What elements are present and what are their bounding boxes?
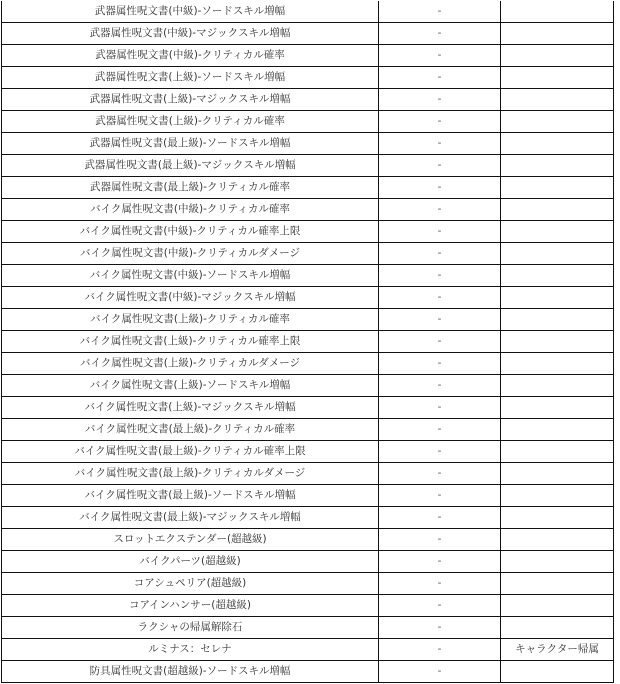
table-row xyxy=(2,353,614,375)
value-cell: - xyxy=(379,485,501,507)
note-cell xyxy=(501,45,614,67)
value-cell: - xyxy=(379,419,501,441)
table-row xyxy=(2,463,614,485)
item-name-cell: バイク属性呪文書(中級)-クリティカルダメージ xyxy=(2,243,379,265)
note-cell xyxy=(501,177,614,199)
item-name-cell: バイク属性呪文書(上級)-ソードスキル増幅 xyxy=(2,375,379,397)
note-cell xyxy=(501,353,614,375)
value-cell: - xyxy=(379,551,501,573)
value-cell: - xyxy=(379,67,501,89)
table-row xyxy=(2,661,614,683)
value-cell: - xyxy=(379,353,501,375)
note-cell: キャラクター帰属 xyxy=(501,639,614,661)
value-cell: - xyxy=(379,529,501,551)
item-name-cell: バイク属性呪文書(上級)-クリティカルダメージ xyxy=(2,353,379,375)
note-cell xyxy=(501,111,614,133)
item-name-cell: 武器属性呪文書(最上級)-マジックスキル増幅 xyxy=(2,155,379,177)
item-table-body xyxy=(2,1,614,683)
item-name-cell: バイク属性呪文書(上級)-マジックスキル増幅 xyxy=(2,397,379,419)
note-cell xyxy=(501,1,614,23)
table-row xyxy=(2,177,614,199)
note-cell xyxy=(501,595,614,617)
value-cell: - xyxy=(379,89,501,111)
table-row xyxy=(2,331,614,353)
value-cell: - xyxy=(379,287,501,309)
value-cell: - xyxy=(379,177,501,199)
table-row xyxy=(2,155,614,177)
table-row xyxy=(2,507,614,529)
note-cell xyxy=(501,67,614,89)
note-cell xyxy=(501,199,614,221)
table-row xyxy=(2,287,614,309)
table-row xyxy=(2,1,614,23)
table-row xyxy=(2,551,614,573)
note-cell xyxy=(501,89,614,111)
table-row xyxy=(2,573,614,595)
table-row xyxy=(2,221,614,243)
table-row xyxy=(2,617,614,639)
value-cell: - xyxy=(379,331,501,353)
item-name-cell: バイク属性呪文書(中級)-マジックスキル増幅 xyxy=(2,287,379,309)
note-cell xyxy=(501,309,614,331)
table-row xyxy=(2,89,614,111)
table-row xyxy=(2,485,614,507)
item-name-cell: コアシュペリア(超越級) xyxy=(2,573,379,595)
item-name-cell: バイク属性呪文書(中級)-ソードスキル増幅 xyxy=(2,265,379,287)
note-cell xyxy=(501,265,614,287)
note-cell xyxy=(501,485,614,507)
value-cell: - xyxy=(379,265,501,287)
item-name-cell: 武器属性呪文書(中級)-マジックスキル増幅 xyxy=(2,23,379,45)
item-name-cell: バイク属性呪文書(最上級)-クリティカルダメージ xyxy=(2,463,379,485)
value-cell: - xyxy=(379,507,501,529)
note-cell xyxy=(501,23,614,45)
value-cell: - xyxy=(379,133,501,155)
note-cell xyxy=(501,375,614,397)
value-cell: - xyxy=(379,221,501,243)
item-name-cell: バイク属性呪文書(最上級)-ソードスキル増幅 xyxy=(2,485,379,507)
item-name-cell: バイク属性呪文書(最上級)-クリティカル確率 xyxy=(2,419,379,441)
value-cell: - xyxy=(379,45,501,67)
value-cell: - xyxy=(379,463,501,485)
table-row xyxy=(2,199,614,221)
value-cell: - xyxy=(379,309,501,331)
item-name-cell: 武器属性呪文書(最上級)-ソードスキル増幅 xyxy=(2,133,379,155)
item-name-cell: 武器属性呪文書(上級)-マジックスキル増幅 xyxy=(2,89,379,111)
note-cell xyxy=(501,551,614,573)
table-row xyxy=(2,529,614,551)
note-cell xyxy=(501,221,614,243)
item-name-cell: 武器属性呪文書(中級)-ソードスキル増幅 xyxy=(2,1,379,23)
item-name-cell: 武器属性呪文書(上級)-ソードスキル増幅 xyxy=(2,67,379,89)
item-name-cell: ルミナス：セレナ xyxy=(2,639,379,661)
item-name-cell: スロットエクステンダー(超越級) xyxy=(2,529,379,551)
item-table xyxy=(1,1,614,683)
value-cell: - xyxy=(379,397,501,419)
value-cell: - xyxy=(379,155,501,177)
item-name-cell: コアインハンサー(超越級) xyxy=(2,595,379,617)
table-row xyxy=(2,419,614,441)
table-row xyxy=(2,309,614,331)
note-cell xyxy=(501,463,614,485)
note-cell xyxy=(501,133,614,155)
table-row xyxy=(2,23,614,45)
item-name-cell: バイク属性呪文書(最上級)-クリティカル確率上限 xyxy=(2,441,379,463)
item-name-cell: 武器属性呪文書(上級)-クリティカル確率 xyxy=(2,111,379,133)
item-name-cell: バイク属性呪文書(中級)-クリティカル確率 xyxy=(2,199,379,221)
table-row xyxy=(2,133,614,155)
value-cell: - xyxy=(379,595,501,617)
item-name-cell: バイク属性呪文書(上級)-クリティカル確率上限 xyxy=(2,331,379,353)
note-cell xyxy=(501,617,614,639)
value-cell: - xyxy=(379,617,501,639)
value-cell: - xyxy=(379,639,501,661)
note-cell xyxy=(501,287,614,309)
note-cell xyxy=(501,331,614,353)
item-name-cell: バイクパーツ(超越級) xyxy=(2,551,379,573)
item-name-cell: 武器属性呪文書(中級)-クリティカル確率 xyxy=(2,45,379,67)
value-cell: - xyxy=(379,661,501,683)
item-name-cell: バイク属性呪文書(最上級)-マジックスキル増幅 xyxy=(2,507,379,529)
value-cell: - xyxy=(379,441,501,463)
table-row xyxy=(2,375,614,397)
item-name-cell: バイク属性呪文書(中級)-クリティカル確率上限 xyxy=(2,221,379,243)
value-cell: - xyxy=(379,23,501,45)
table-row xyxy=(2,243,614,265)
note-cell xyxy=(501,529,614,551)
value-cell: - xyxy=(379,111,501,133)
table-row xyxy=(2,45,614,67)
value-cell: - xyxy=(379,243,501,265)
table-row xyxy=(2,397,614,419)
note-cell xyxy=(501,661,614,683)
table-row xyxy=(2,111,614,133)
note-cell xyxy=(501,243,614,265)
note-cell xyxy=(501,441,614,463)
note-cell xyxy=(501,155,614,177)
table-row xyxy=(2,441,614,463)
note-cell xyxy=(501,419,614,441)
item-name-cell: ラクシャの帰属解除石 xyxy=(2,617,379,639)
value-cell: - xyxy=(379,375,501,397)
value-cell: - xyxy=(379,573,501,595)
item-name-cell: 武器属性呪文書(最上級)-クリティカル確率 xyxy=(2,177,379,199)
note-cell xyxy=(501,573,614,595)
table-row xyxy=(2,67,614,89)
item-name-cell: バイク属性呪文書(上級)-クリティカル確率 xyxy=(2,309,379,331)
table-row xyxy=(2,639,614,661)
note-cell xyxy=(501,507,614,529)
value-cell: - xyxy=(379,1,501,23)
note-cell xyxy=(501,397,614,419)
table-row xyxy=(2,595,614,617)
table-row xyxy=(2,265,614,287)
value-cell: - xyxy=(379,199,501,221)
item-name-cell: 防具属性呪文書(超越級)-ソードスキル増幅 xyxy=(2,661,379,683)
